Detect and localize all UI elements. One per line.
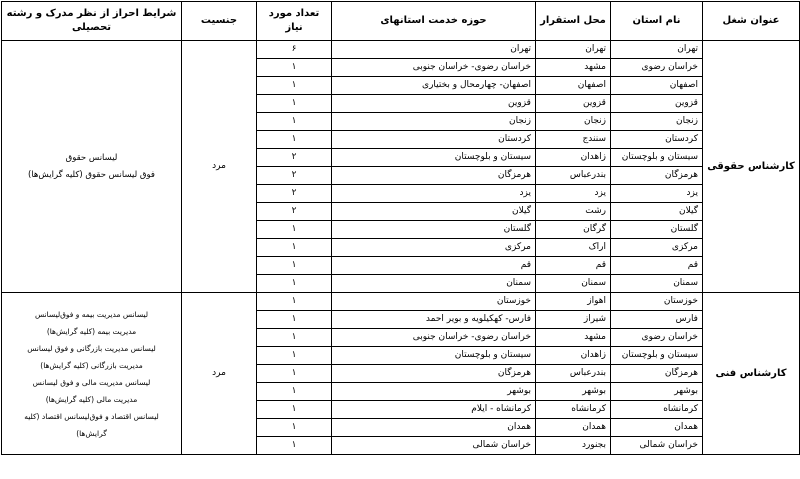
- count-cell: ۱: [257, 257, 332, 275]
- qualification-line: گرایش‌ها): [76, 428, 107, 438]
- count-cell: ۱: [257, 275, 332, 293]
- service-area-cell: کرمانشاه - ایلام: [332, 401, 536, 419]
- province-cell: سیستان و بلوچستان: [611, 347, 703, 365]
- service-area-cell: خراسان شمالی: [332, 437, 536, 455]
- province-cell: قم: [611, 257, 703, 275]
- count-cell: ۱: [257, 347, 332, 365]
- count-cell: ۱: [257, 77, 332, 95]
- count-cell: ۱: [257, 329, 332, 347]
- service-area-cell: اصفهان- چهارمحال و بختیاری: [332, 77, 536, 95]
- header-job-title: عنوان شغل: [703, 2, 800, 41]
- qualification-line: لیسانس مدیریت بیمه و فوق‌لیسانس: [34, 309, 149, 319]
- header-province: نام استان: [611, 2, 703, 41]
- qualification-line: لیسانس مدیریت بازرگانی و فوق لیسانس: [27, 343, 156, 353]
- service-area-cell: یزد: [332, 185, 536, 203]
- service-area-cell: سمنان: [332, 275, 536, 293]
- province-cell: بوشهر: [611, 383, 703, 401]
- province-cell: همدان: [611, 419, 703, 437]
- service-area-cell: سیستان و بلوچستان: [332, 149, 536, 167]
- province-cell: خراسان شمالی: [611, 437, 703, 455]
- table-row: [2, 293, 800, 311]
- location-cell: رشت: [536, 203, 611, 221]
- location-cell: بجنورد: [536, 437, 611, 455]
- location-cell: شیراز: [536, 311, 611, 329]
- service-area-cell: فارس- کهکیلویه و بویر احمد: [332, 311, 536, 329]
- location-cell: زنجان: [536, 113, 611, 131]
- service-area-cell: هرمزگان: [332, 365, 536, 383]
- table-body: [2, 41, 800, 455]
- count-cell: ۱: [257, 95, 332, 113]
- service-area-cell: قم: [332, 257, 536, 275]
- province-cell: سمنان: [611, 275, 703, 293]
- qualification-line: لیسانس اقتصاد و فوق‌لیسانس اقتصاد (کلیه: [24, 411, 159, 421]
- location-cell: کرمانشاه: [536, 401, 611, 419]
- header-count: تعداد مورد نیاز: [257, 2, 332, 41]
- table-row: [2, 41, 800, 59]
- province-cell: زنجان: [611, 113, 703, 131]
- province-cell: اصفهان: [611, 77, 703, 95]
- qualification-line: مدیریت بیمه (کلیه گرایش‌ها): [46, 326, 137, 336]
- location-cell: مشهد: [536, 329, 611, 347]
- location-cell: بندرعباس: [536, 167, 611, 185]
- header-qualifications: شرایط احراز از نظر مدرک و رشته تحصیلی: [2, 2, 182, 41]
- location-cell: قزوین: [536, 95, 611, 113]
- qualifications-cell: [2, 41, 182, 293]
- province-cell: فارس: [611, 311, 703, 329]
- location-cell: قم: [536, 257, 611, 275]
- count-cell: ۶: [257, 41, 332, 59]
- location-cell: تهران: [536, 41, 611, 59]
- qualification-line: مدیریت مالی (کلیه گرایش‌ها): [45, 394, 138, 404]
- count-cell: ۱: [257, 419, 332, 437]
- count-cell: ۲: [257, 149, 332, 167]
- count-cell: ۱: [257, 401, 332, 419]
- gender-cell: مرد: [182, 293, 257, 455]
- count-cell: ۱: [257, 221, 332, 239]
- job-title-cell: کارشناس فنی: [703, 293, 800, 455]
- province-cell: تهران: [611, 41, 703, 59]
- province-cell: خراسان رضوی: [611, 59, 703, 77]
- service-area-cell: سیستان و بلوچستان: [332, 347, 536, 365]
- service-area-cell: خراسان رضوی- خراسان جنوبی: [332, 329, 536, 347]
- count-cell: ۲: [257, 167, 332, 185]
- service-area-cell: خوزستان: [332, 293, 536, 311]
- location-cell: سمنان: [536, 275, 611, 293]
- province-cell: کردستان: [611, 131, 703, 149]
- count-cell: ۱: [257, 113, 332, 131]
- service-area-cell: مرکزی: [332, 239, 536, 257]
- province-cell: کرمانشاه: [611, 401, 703, 419]
- location-cell: سنندج: [536, 131, 611, 149]
- location-cell: زاهدان: [536, 149, 611, 167]
- count-cell: ۱: [257, 59, 332, 77]
- qualification-line: لیسانس مدیریت مالی و فوق لیسانس: [32, 377, 151, 387]
- location-cell: زاهدان: [536, 347, 611, 365]
- count-cell: ۲: [257, 185, 332, 203]
- qualification-line: لیسانس حقوق: [65, 152, 118, 163]
- province-cell: گلستان: [611, 221, 703, 239]
- service-area-cell: همدان: [332, 419, 536, 437]
- service-area-cell: گیلان: [332, 203, 536, 221]
- count-cell: ۱: [257, 383, 332, 401]
- province-cell: خوزستان: [611, 293, 703, 311]
- service-area-cell: بوشهر: [332, 383, 536, 401]
- job-title-cell: کارشناس حقوقی: [703, 41, 800, 293]
- count-cell: ۱: [257, 437, 332, 455]
- count-cell: ۱: [257, 239, 332, 257]
- qualification-line: فوق لیسانس حقوق (کلیه گرایش‌ها): [28, 169, 155, 180]
- service-area-cell: هرمزگان: [332, 167, 536, 185]
- service-area-cell: کردستان: [332, 131, 536, 149]
- province-cell: سیستان و بلوچستان: [611, 149, 703, 167]
- location-cell: اراک: [536, 239, 611, 257]
- province-cell: هرمزگان: [611, 365, 703, 383]
- location-cell: اصفهان: [536, 77, 611, 95]
- qualification-line: مدیریت بازرگانی (کلیه گرایش‌ها): [40, 360, 143, 370]
- location-cell: بندرعباس: [536, 365, 611, 383]
- count-cell: ۱: [257, 311, 332, 329]
- location-cell: همدان: [536, 419, 611, 437]
- location-cell: اهواز: [536, 293, 611, 311]
- count-cell: ۱: [257, 365, 332, 383]
- service-area-cell: زنجان: [332, 113, 536, 131]
- header-location: محل استقرار: [536, 2, 611, 41]
- location-cell: بوشهر: [536, 383, 611, 401]
- province-cell: قزوین: [611, 95, 703, 113]
- service-area-cell: قزوین: [332, 95, 536, 113]
- count-cell: ۱: [257, 293, 332, 311]
- header-gender: جنسیت: [182, 2, 257, 41]
- province-cell: گیلان: [611, 203, 703, 221]
- location-cell: گرگان: [536, 221, 611, 239]
- location-cell: یزد: [536, 185, 611, 203]
- province-cell: یزد: [611, 185, 703, 203]
- province-cell: خراسان رضوی: [611, 329, 703, 347]
- header-service-area: حوزه خدمت استانهای: [332, 2, 536, 41]
- gender-cell: مرد: [182, 41, 257, 293]
- count-cell: ۱: [257, 131, 332, 149]
- header-row: [2, 2, 800, 41]
- qualifications-cell: [2, 293, 182, 455]
- service-area-cell: گلستان: [332, 221, 536, 239]
- count-cell: ۲: [257, 203, 332, 221]
- province-cell: هرمزگان: [611, 167, 703, 185]
- jobs-table: [1, 1, 800, 455]
- service-area-cell: خراسان رضوی- خراسان جنوبی: [332, 59, 536, 77]
- service-area-cell: تهران: [332, 41, 536, 59]
- location-cell: مشهد: [536, 59, 611, 77]
- province-cell: مرکزی: [611, 239, 703, 257]
